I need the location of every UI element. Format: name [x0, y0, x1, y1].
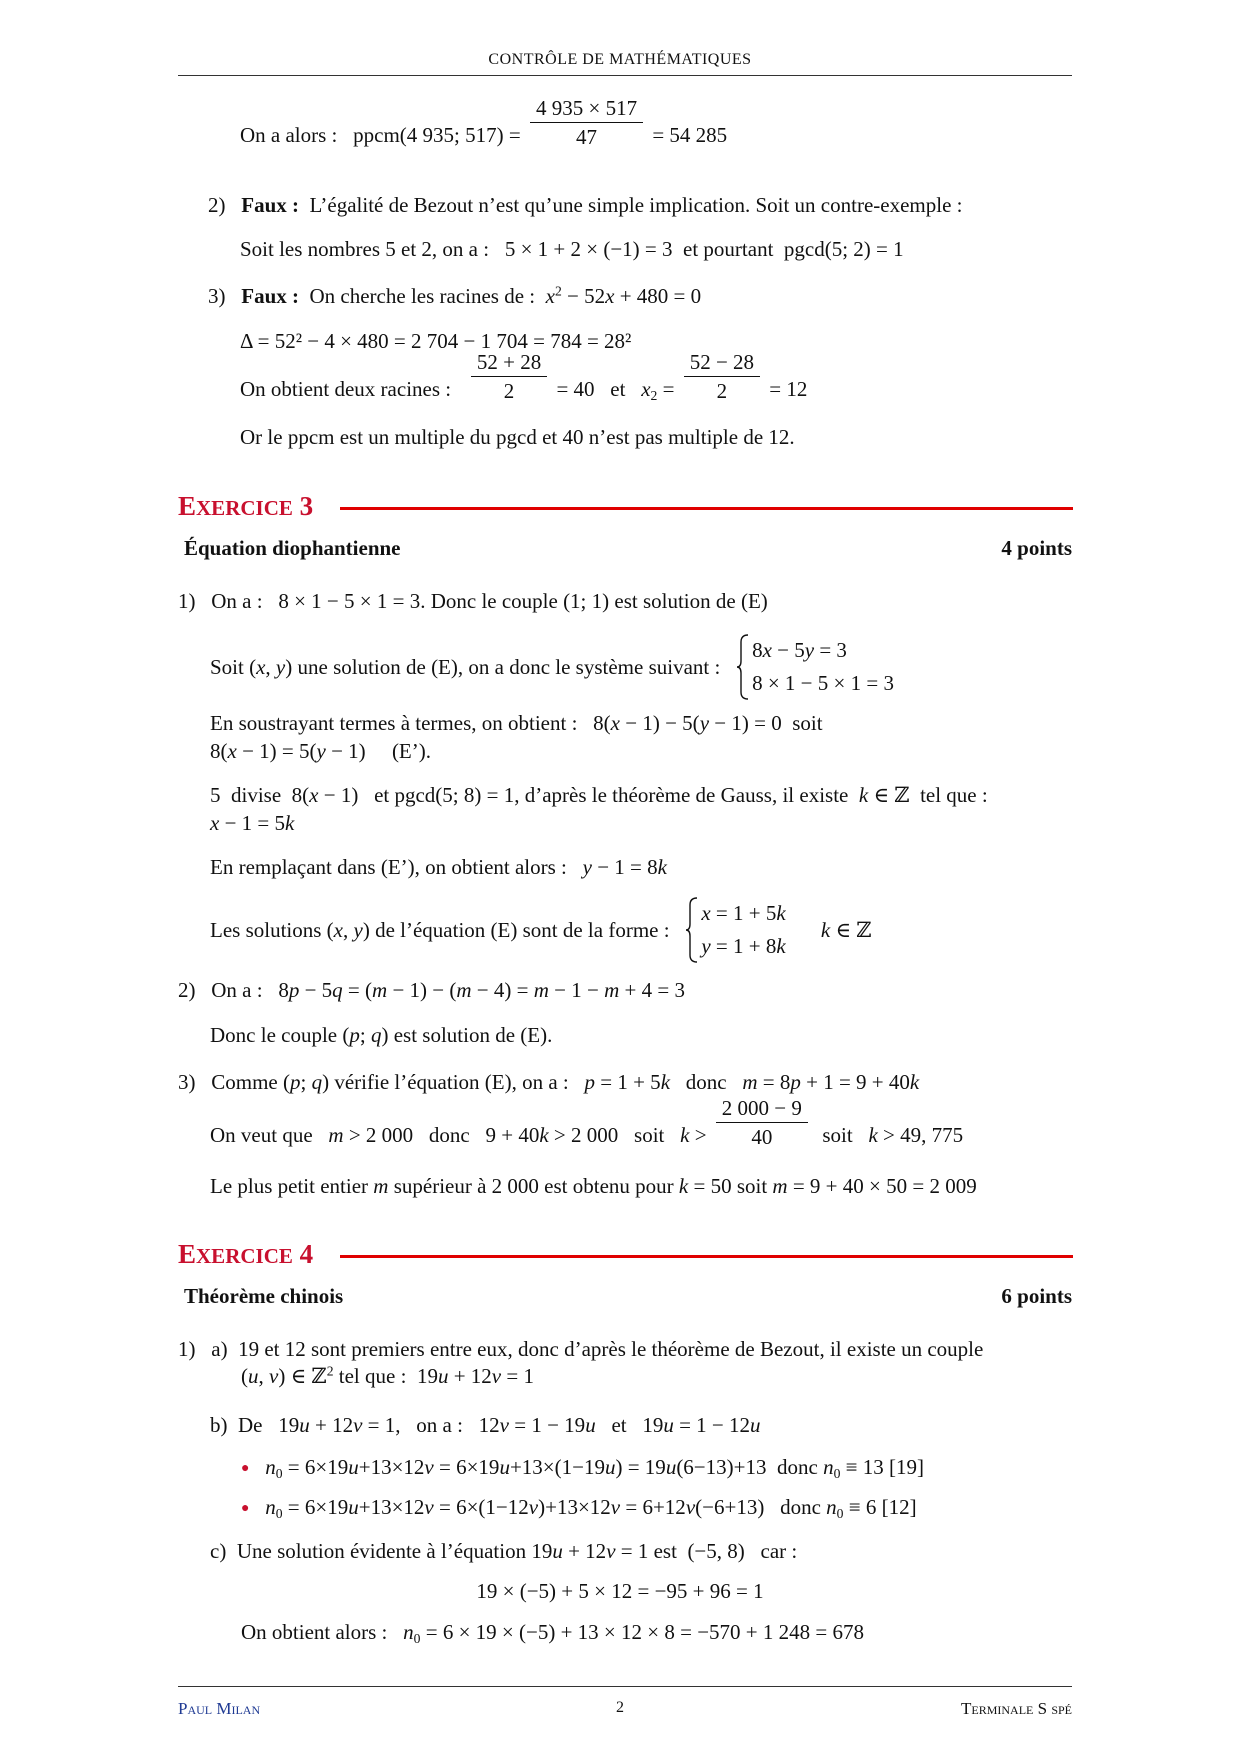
- ex4-a-text: 19 et 12 sont premiers entre eux, donc d’après le théorème de Bezout, il existe un couple: [238, 1337, 984, 1361]
- ex4-b-de: De: [238, 1413, 263, 1437]
- roots-and: et: [610, 377, 626, 401]
- ex3-gauss-text: et pgcd(5; 8) = 1, d’après le théorème de Gauss, il existe: [374, 783, 849, 807]
- ex4-a-label: a): [211, 1337, 228, 1361]
- ex3-q1-number: 1): [178, 589, 196, 613]
- root1-numerator: 52 + 28: [471, 352, 547, 377]
- ex4-b-on-a: on a :: [416, 1413, 463, 1437]
- ex2-q2-line2-d: pgcd(5; 2) = 1: [783, 237, 904, 261]
- ppcm-lhs: ppcm(4 935; 517) =: [353, 123, 521, 147]
- footer-rule: [178, 1686, 1072, 1687]
- ex4-q1a-line1: [178, 1339, 983, 1360]
- ex3-replace-intro: En remplaçant dans (E’), on obtient alors :: [210, 855, 567, 879]
- brace-icon: [736, 634, 750, 700]
- ex3-q3-b-soit2: soit: [822, 1123, 853, 1147]
- footer-class: Terminale S spé: [960, 1699, 1072, 1718]
- ex3-system-line: Soit (x, y) une solution de (E), on a donc le système suivant : 8x − 5y = 3 8 × 1 − 5 × 1 = 3: [210, 634, 894, 700]
- ex3-q2-b-tail: est solution de (E).: [393, 1023, 553, 1047]
- ex3-subtract-eq: 8(x − 1) − 5(y − 1) = 0: [593, 711, 782, 735]
- ex2-q2-number: 2): [208, 193, 226, 217]
- ex2-q3-number: 3): [208, 284, 226, 308]
- ex3-solutions-intro: de l’équation (E) sont de la forme :: [375, 917, 670, 942]
- ex3-system-intro: une solution de (E), on a donc le système suivant :: [297, 654, 721, 679]
- ex4-c-label: c): [210, 1539, 227, 1563]
- ex2-q2-label: Faux :: [241, 193, 299, 217]
- ex4-title: [178, 1241, 313, 1268]
- ex3-q3-frac-den: 40: [751, 1125, 773, 1150]
- ex3-gauss-tail: tel que :: [920, 783, 988, 807]
- ex3-q1-line1-b: 8 × 1 − 5 × 1 = 3. Donc le couple (1; 1) est solution de (E): [278, 589, 768, 613]
- roots-intro: On obtient deux racines :: [240, 377, 452, 401]
- ex3-title-number: 3: [299, 491, 314, 521]
- ex3-eprime-label: (E’).: [391, 739, 431, 763]
- ex2-q3-label: Faux :: [241, 284, 299, 308]
- ex3-gauss-line2: x − 1 = 5k: [210, 811, 295, 835]
- ex4-c-calc: 19 × (−5) + 5 × 12 = −95 + 96 = 1: [476, 1579, 764, 1603]
- ex3-q3-fraction: [716, 1098, 808, 1148]
- ex4-a-text2: tel que :: [338, 1364, 407, 1388]
- ex3-title-rule: [340, 507, 1073, 510]
- ex4-c-result-intro: On obtient alors :: [241, 1620, 388, 1644]
- ex3-q2-intro: On a :: [211, 978, 263, 1002]
- ex3-q2-line1: [178, 980, 685, 1001]
- ex3-points: 4 points: [1001, 536, 1072, 560]
- ex3-q3-line1: 3) Comme (p; q) vérifie l’équation (E), on a : p = 1 + 5k donc m = 8p + 1 = 9 + 40k: [178, 1070, 920, 1094]
- brace-icon: [685, 897, 699, 963]
- ex2-q2-text: L’égalité de Bezout n’est qu’une simple implication. Soit un contre-exemple :: [309, 193, 963, 217]
- ex4-bullet2-donc: donc: [780, 1495, 821, 1519]
- ex3-q2-line2: Donc le couple (p; q) est solution de (E).: [210, 1023, 553, 1047]
- ex4-q1c-line1: c) Une solution évidente à l’équation 19u + 12v = 1 est (−5, 8) car :: [210, 1539, 798, 1563]
- ex3-title: [178, 493, 313, 520]
- ex3-q3-line3: Le plus petit entier m supérieur à 2 000 est obtenu pour k = 50 soit m = 9 + 40 × 50 = 2 009: [210, 1174, 977, 1198]
- ex4-b-label: b): [210, 1413, 228, 1437]
- ex2-q2-line1: [208, 195, 962, 216]
- ex4-title-letter: E: [178, 1239, 197, 1269]
- root2-denominator: 2: [716, 379, 728, 404]
- ex3-solutions-row1: x = 1 + 5k: [701, 901, 786, 925]
- ex2-q3-text: On cherche les racines de :: [309, 284, 536, 308]
- ex3-q3-frac-num: 2 000 − 9: [716, 1098, 808, 1123]
- roots-line: On obtient deux racines : $\frac{52 + 28}{2}$ = 40 et $x_2$ = $\frac{52 - 28}{2}$ = 12: [240, 350, 808, 404]
- ex3-replace-eq: y − 1 = 8k: [582, 855, 667, 879]
- root1-fraction: [471, 352, 547, 402]
- ex3-q1-line1-a: On a :: [211, 589, 263, 613]
- root1-denominator: 2: [503, 379, 515, 404]
- ex3-q3-donc: donc: [685, 1070, 727, 1094]
- ppcm-fraction: [530, 98, 643, 148]
- ex3-solutions-system: [685, 897, 785, 963]
- ex4-title-number: 4: [299, 1239, 314, 1269]
- ex4-points: 6 points: [1001, 1284, 1072, 1308]
- root2-fraction: [684, 352, 760, 402]
- ppcm-denominator: 47: [576, 125, 598, 150]
- ex3-q2-number: 2): [178, 978, 196, 1002]
- ex3-solutions-row2: y = 1 + 8k: [701, 934, 786, 958]
- bullet-icon: ●: [241, 1501, 250, 1516]
- ex4-subtitle: Théorème chinois: [184, 1284, 344, 1308]
- ex4-title-rule: [340, 1255, 1073, 1258]
- ex2-q3-conclusion: Or le ppcm est un multiple du pgcd et 40 n’est pas multiple de 12.: [240, 425, 795, 449]
- ex4-bullet1-donc: donc: [777, 1455, 818, 1479]
- ex3-eprime-eq: 8(x − 1) = 5(y − 1): [210, 739, 366, 763]
- ex3-system-row2: 8 × 1 − 5 × 1 = 3: [752, 671, 894, 695]
- root2-rhs: = 12: [769, 377, 808, 401]
- ex3-q3-comme: Comme: [211, 1070, 278, 1094]
- ex3-q3-line2: On veut que m > 2 000 donc 9 + 40k > 2 000 soit k > $\frac{2 000 - 9}{40}$ soit k > 49, 775: [210, 1096, 964, 1150]
- ex3-q1-line1: [178, 591, 768, 612]
- ex4-c-car: car :: [760, 1539, 798, 1563]
- root2-numerator: 52 − 28: [684, 352, 760, 377]
- page-header-title: CONTRÔLE DE MATHÉMATIQUES: [488, 51, 752, 68]
- ex3-q2-eq: 8p − 5q = (m − 1) − (m − 4) = m − 1 − m + 4 = 3: [278, 978, 685, 1002]
- ex2-q2-line2-c: et pourtant: [683, 237, 774, 261]
- ex3-gauss-k: k ∈ ℤ: [858, 783, 910, 807]
- ex4-c-result: On obtient alors : $n_0 = 6 \times 19 \times (-5) + 13 \times 12 \times 8 = -570 + 1$ 248 = 678: [241, 1620, 864, 1647]
- ex4-bullet1: ● $n_0 = 6\times 19u+13\times 12v = 6\times 19u+13\times(1-19u) = 19u(6-13)+13$ donc $n_0 \equiv 13$ [19]: [241, 1455, 924, 1482]
- ex2-q2-line2-b: 5 × 1 + 2 × (−1) = 3: [504, 237, 673, 261]
- ex3-subtitle: Équation diophantienne: [184, 536, 401, 560]
- footer-page-number: 2: [616, 1699, 624, 1716]
- ex3-subtract-line1: [210, 713, 823, 734]
- ex2-q3-line1: [208, 283, 702, 308]
- ppcm-intro: On a alors :: [240, 123, 338, 147]
- ex4-b-et: et: [611, 1413, 627, 1437]
- ex3-gauss-line1: [210, 785, 988, 806]
- root1-rhs: = 40: [556, 377, 595, 401]
- header-rule: [178, 75, 1072, 76]
- ex4-c-text2: est: [653, 1539, 677, 1563]
- ex3-system-row1: 8x − 5y = 3: [752, 638, 847, 662]
- ex3-title-rest: XERCICE: [196, 496, 293, 520]
- ex4-title-rest: XERCICE: [196, 1244, 293, 1268]
- quadratic-equation: $x^2 - 52x + 480 = 0$: [545, 283, 702, 308]
- ppcm-rhs: = 54 285: [652, 123, 728, 147]
- ex3-replace-line: [210, 857, 667, 878]
- ex3-q3-b-soit: soit: [634, 1123, 665, 1147]
- ex4-q1-number: 1): [178, 1337, 196, 1361]
- ex3-q3-veut: On veut que: [210, 1123, 313, 1147]
- ex3-subtract-soit: soit: [792, 711, 823, 735]
- footer-author: Paul Milan: [178, 1699, 261, 1718]
- ppcm-numerator: 4 935 × 517: [530, 98, 643, 123]
- ex3-gauss-head: 5 divise 8(x − 1): [210, 783, 359, 807]
- ex4-q1b-line: b) De 19u + 12v = 1, on a : 12v = 1 − 19u et 19u = 1 − 12u: [210, 1413, 761, 1437]
- ex4-q1a-line2: (u, v) ∈ ℤ$^2$ tel que : 19u + 12v = 1: [241, 1363, 534, 1388]
- bullet-icon: ●: [241, 1461, 250, 1476]
- delta-line: Δ = 52² − 4 × 480 = 2 704 − 1 704 = 784 = 28²: [240, 329, 632, 353]
- ex3-system: [736, 634, 894, 700]
- ex3-q3-b-donc: donc: [428, 1123, 470, 1147]
- ex3-q3-number: 3): [178, 1070, 196, 1094]
- ex4-bullet2: ● $n_0 = 6\times 19u+13\times 12v = 6\times(1-12v)+13\times 12v = 6+12v(-6+13)$ donc $n_0 \equiv 6$ [12]: [241, 1495, 917, 1522]
- ppcm-line: [240, 96, 728, 150]
- ex3-q3-c-text: supérieur à 2 000 est obtenu pour: [393, 1174, 674, 1198]
- ex3-subtract-intro: En soustrayant termes à termes, on obtient :: [210, 711, 578, 735]
- ex3-q3-intro: vérifie l’équation (E), on a :: [334, 1070, 569, 1094]
- ex3-subtract-line2: [210, 741, 431, 762]
- ex3-solutions-line: Les solutions (x, y) de l’équation (E) sont de la forme : x = 1 + 5k y = 1 + 8k k ∈ ℤ: [210, 897, 872, 963]
- ex2-q2-line2-a: Soit les nombres 5 et 2, on a :: [240, 237, 490, 261]
- ex3-q2-b: Donc le couple: [210, 1023, 338, 1047]
- ex3-title-letter: E: [178, 491, 197, 521]
- ex2-q2-line2: [240, 239, 904, 260]
- ex3-solutions-k: k ∈ ℤ: [820, 917, 872, 942]
- ex4-c-text: Une solution évidente à l’équation: [236, 1539, 527, 1563]
